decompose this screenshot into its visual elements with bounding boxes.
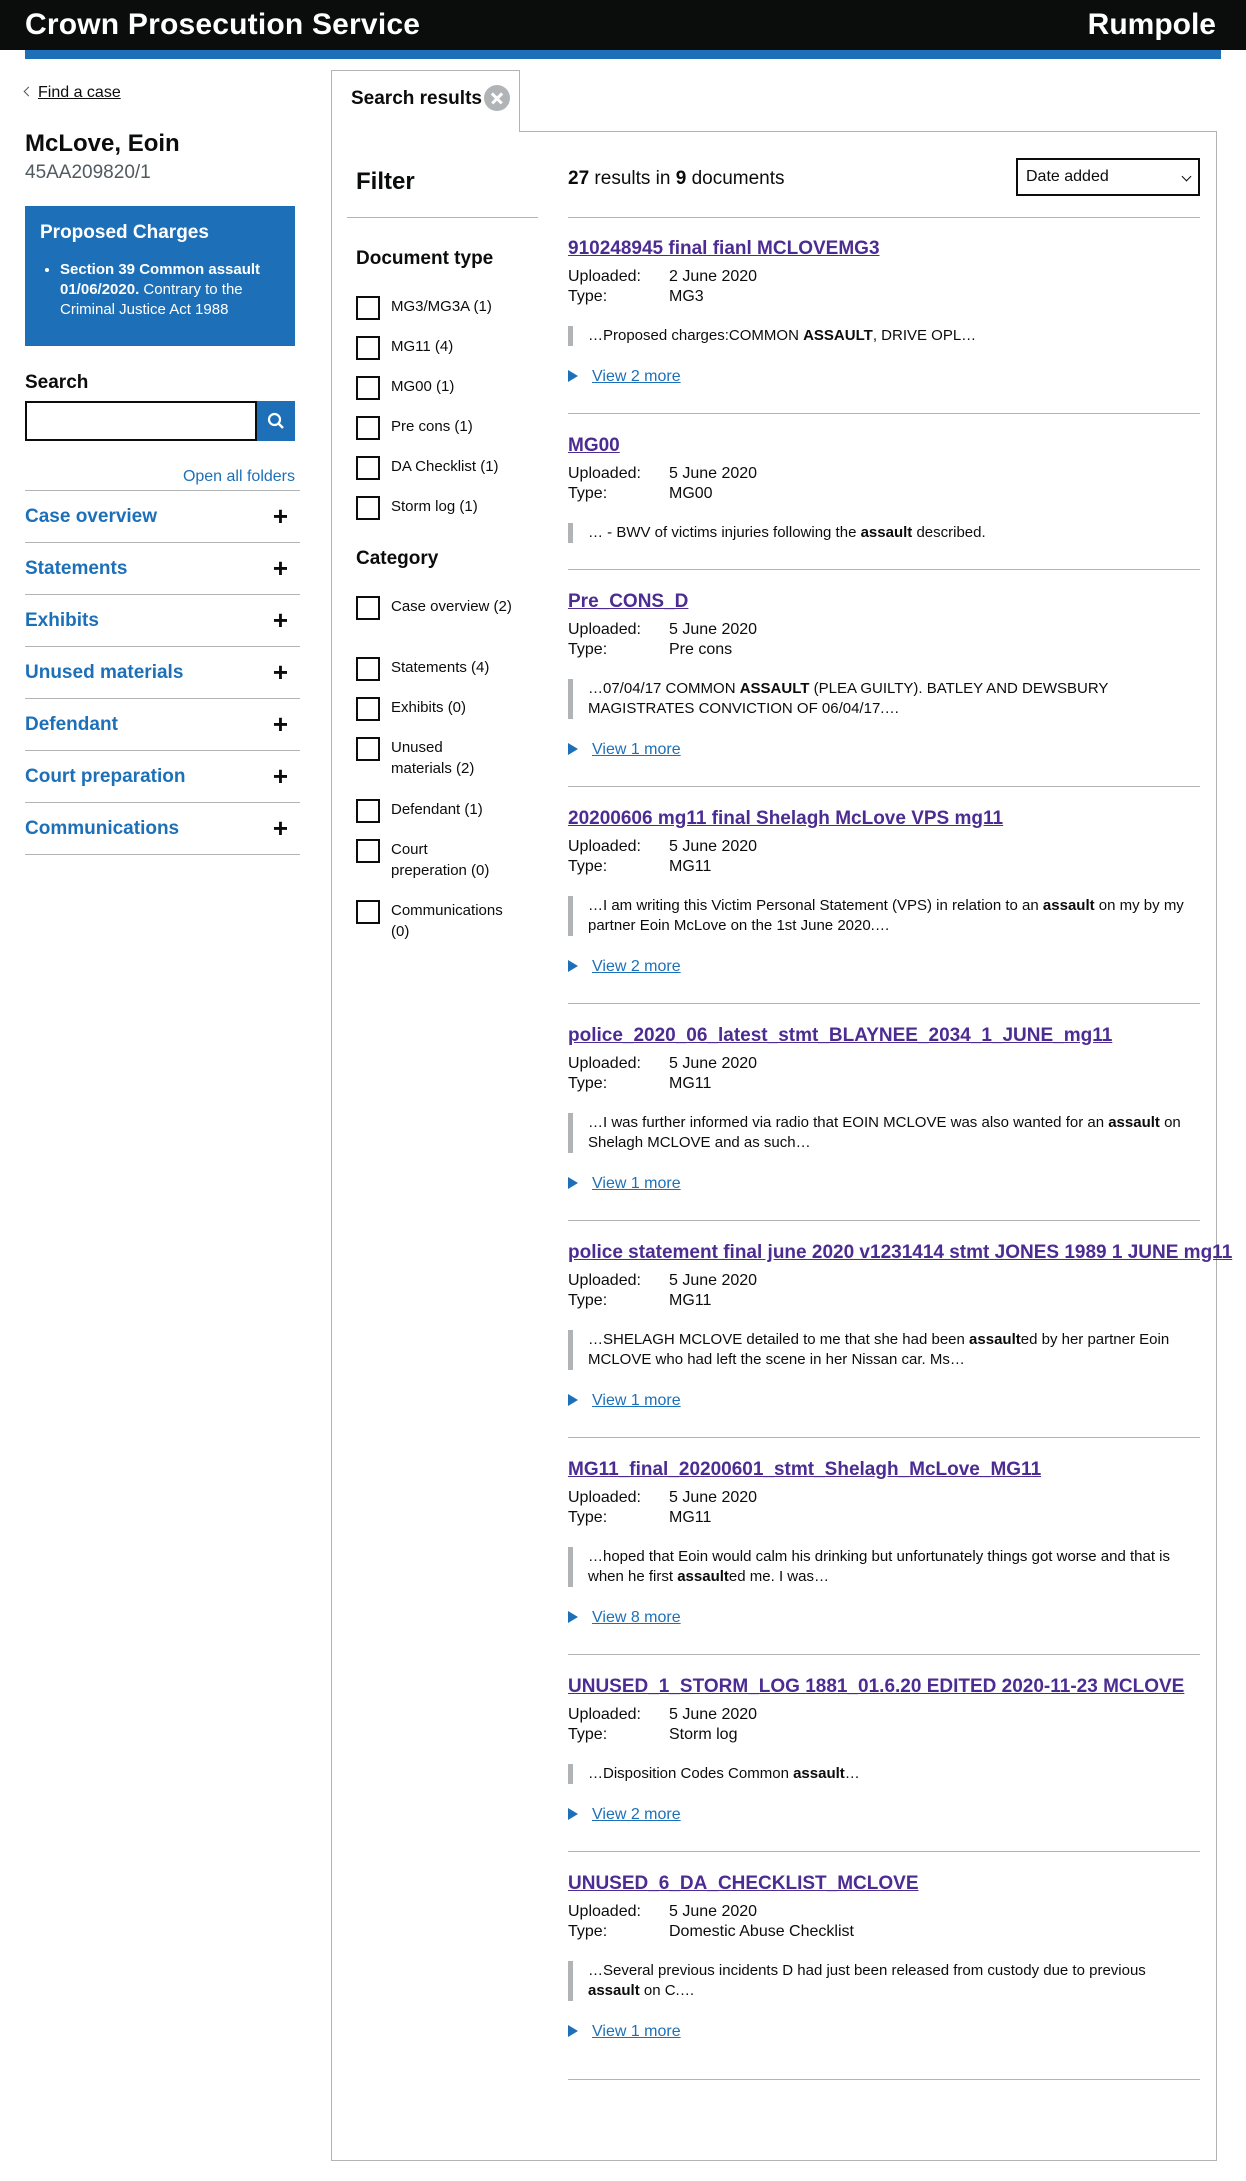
snippet-before: …Several previous incidents D had just been released from custody due to previous bbox=[588, 1962, 1146, 1979]
uploaded-label: Uploaded: bbox=[568, 621, 641, 638]
result-title-link[interactable]: police_2020_06_latest_stmt_BLAYNEE_2034_1_JUNE_mg11 bbox=[568, 1025, 1113, 1046]
document-type: MG11 bbox=[669, 858, 712, 875]
result-title-link[interactable]: UNUSED_6_DA_CHECKLIST_MCLOVE bbox=[568, 1873, 919, 1894]
snippet-hit: assault bbox=[793, 1765, 845, 1782]
chevron-down-icon bbox=[1182, 172, 1192, 182]
result-snippet bbox=[568, 326, 1200, 346]
snippet-before: …I was further informed via radio that EOIN MCLOVE was also wanted for an bbox=[588, 1114, 1109, 1131]
type-label: Type: bbox=[568, 485, 608, 502]
document-type-heading: Document type bbox=[356, 248, 494, 269]
results-divider bbox=[568, 1003, 1200, 1004]
results-divider bbox=[568, 786, 1200, 787]
folder-defendant[interactable] bbox=[25, 699, 300, 751]
search-icon bbox=[267, 412, 285, 430]
type-label: Type: bbox=[568, 858, 608, 875]
uploaded-date: 5 June 2020 bbox=[669, 838, 758, 855]
tab-label[interactable]: Search results bbox=[351, 88, 482, 109]
result-snippet bbox=[568, 1113, 1200, 1153]
chevron-left-icon bbox=[24, 87, 34, 97]
snippet-before: …Disposition Codes Common bbox=[588, 1765, 794, 1782]
doc-type-checkbox[interactable] bbox=[356, 496, 380, 520]
result-title-link[interactable]: 910248945 final fianl MCLOVEMG3 bbox=[568, 238, 880, 259]
view-more-link[interactable]: View 1 more bbox=[592, 1175, 681, 1192]
filter-divider bbox=[347, 217, 538, 218]
charge-item bbox=[60, 260, 280, 320]
expand-triangle-icon[interactable] bbox=[568, 960, 578, 972]
result-title-link[interactable]: police statement final june 2020 v1231414 stmt JONES 1989 1 JUNE mg11 bbox=[568, 1242, 1233, 1263]
charges-list bbox=[40, 260, 280, 320]
result-title-link[interactable]: MG11_final_20200601_stmt_Shelagh_McLove_MG11 bbox=[568, 1459, 1042, 1480]
category-checkbox[interactable] bbox=[356, 697, 380, 721]
uploaded-label: Uploaded: bbox=[568, 1489, 641, 1506]
results-divider bbox=[568, 1220, 1200, 1221]
uploaded-label: Uploaded: bbox=[568, 465, 641, 482]
result-title-link[interactable]: Pre_CONS_D bbox=[568, 591, 689, 612]
plus-icon[interactable]: + bbox=[272, 553, 288, 583]
category-checkbox[interactable] bbox=[356, 657, 380, 681]
expand-triangle-icon[interactable] bbox=[568, 743, 578, 755]
document-type: Pre cons bbox=[669, 641, 733, 658]
uploaded-date: 5 June 2020 bbox=[669, 1272, 758, 1289]
view-more-link[interactable]: View 2 more bbox=[592, 1806, 681, 1823]
doc-type-checkbox[interactable] bbox=[356, 416, 380, 440]
type-label: Type: bbox=[568, 641, 608, 658]
results-divider bbox=[568, 1437, 1200, 1438]
results-divider bbox=[568, 1851, 1200, 1852]
folder-exhibits[interactable] bbox=[25, 595, 300, 647]
plus-icon[interactable]: + bbox=[272, 657, 288, 687]
view-more-link[interactable]: View 1 more bbox=[592, 2023, 681, 2040]
results-divider bbox=[568, 569, 1200, 570]
documents-text: documents bbox=[686, 168, 785, 189]
view-more-link[interactable]: View 1 more bbox=[592, 741, 681, 758]
uploaded-label: Uploaded: bbox=[568, 838, 641, 855]
snippet-hit: assault bbox=[588, 1982, 640, 1999]
view-more-toggle[interactable] bbox=[568, 2023, 681, 2041]
snippet-hit: assault bbox=[677, 1568, 729, 1585]
plus-icon[interactable]: + bbox=[272, 501, 288, 531]
expand-triangle-icon[interactable] bbox=[568, 1611, 578, 1623]
results-count: 27 bbox=[568, 168, 590, 189]
uploaded-date: 2 June 2020 bbox=[669, 268, 758, 285]
document-type: MG11 bbox=[669, 1075, 712, 1092]
document-type: MG3 bbox=[669, 288, 704, 305]
snippet-hit: assault bbox=[969, 1331, 1021, 1348]
back-link[interactable] bbox=[25, 84, 121, 102]
doc-type-label[interactable]: DA Checklist (1) bbox=[391, 458, 499, 475]
expand-triangle-icon[interactable] bbox=[568, 1177, 578, 1189]
filter-title: Filter bbox=[356, 168, 415, 195]
expand-triangle-icon[interactable] bbox=[568, 1808, 578, 1820]
category-checkbox[interactable] bbox=[356, 596, 380, 620]
snippet-hit: assault bbox=[1042, 897, 1095, 914]
category-label[interactable]: Communications (0) bbox=[391, 902, 503, 940]
result-snippet bbox=[568, 1330, 1200, 1370]
folder-label[interactable]: Exhibits bbox=[25, 610, 99, 631]
folder-label[interactable]: Communications bbox=[25, 818, 180, 839]
view-more-link[interactable]: View 8 more bbox=[592, 1609, 681, 1626]
category-checkbox[interactable] bbox=[356, 737, 380, 761]
uploaded-label: Uploaded: bbox=[568, 1272, 641, 1289]
doc-type-label[interactable]: Storm log (1) bbox=[391, 498, 478, 515]
expand-triangle-icon[interactable] bbox=[568, 1394, 578, 1406]
type-label: Type: bbox=[568, 1292, 608, 1309]
result-title-link[interactable]: MG00 bbox=[568, 435, 620, 456]
uploaded-date: 5 June 2020 bbox=[669, 1055, 758, 1072]
charge-heading: Section 39 Common assault 01/06/2020. bbox=[60, 261, 261, 298]
result-snippet bbox=[568, 1547, 1200, 1587]
snippet-after: ed me. I was… bbox=[728, 1568, 829, 1585]
view-more-toggle[interactable] bbox=[568, 741, 681, 759]
folder-label[interactable]: Defendant bbox=[25, 714, 118, 735]
category-checkbox[interactable] bbox=[356, 799, 380, 823]
category-label[interactable]: Statements (4) bbox=[391, 659, 490, 676]
plus-icon[interactable]: + bbox=[272, 813, 288, 843]
plus-icon[interactable]: + bbox=[272, 709, 288, 739]
snippet-after: ed by her partner Eoin MCLOVE who had left the scene in her Nissan car. Ms… bbox=[588, 1331, 1170, 1368]
doc-type-checkbox[interactable] bbox=[356, 456, 380, 480]
header-accent-bar bbox=[25, 50, 1221, 59]
uploaded-date: 5 June 2020 bbox=[669, 1706, 758, 1723]
folder-label[interactable]: Court preparation bbox=[25, 766, 186, 787]
doc-type-checkbox[interactable] bbox=[356, 336, 380, 360]
view-more-link[interactable]: View 2 more bbox=[592, 368, 681, 385]
folder-accordion bbox=[25, 490, 300, 855]
find-a-case-link[interactable]: Find a case bbox=[38, 84, 121, 101]
uploaded-date: 5 June 2020 bbox=[669, 1489, 758, 1506]
snippet-hit: ASSAULT bbox=[803, 327, 873, 344]
site-header bbox=[0, 0, 1246, 50]
category-checkbox[interactable] bbox=[356, 839, 380, 863]
view-more-toggle[interactable] bbox=[568, 1609, 681, 1627]
defendant-name: McLove, Eoin bbox=[25, 130, 180, 157]
sort-selected-value[interactable]: Date added bbox=[1026, 168, 1109, 185]
snippet-before: …SHELAGH MCLOVE detailed to me that she had been bbox=[588, 1331, 970, 1348]
category-label[interactable]: Exhibits (0) bbox=[391, 699, 467, 716]
snippet-after: , DRIVE OPL… bbox=[872, 327, 977, 344]
view-more-toggle[interactable] bbox=[568, 958, 681, 976]
snippet-after: on C.… bbox=[639, 1982, 695, 1999]
documents-count: 9 bbox=[675, 168, 687, 189]
uploaded-label: Uploaded: bbox=[568, 1055, 641, 1072]
snippet-before: …hoped that Eoin would calm his drinking but unfortunately things got worse and that is when he first bbox=[588, 1548, 1171, 1585]
proposed-charges-panel bbox=[25, 206, 295, 346]
close-icon[interactable] bbox=[484, 85, 510, 111]
results-text: results in bbox=[589, 168, 676, 189]
view-more-toggle[interactable] bbox=[568, 1806, 681, 1824]
category-label[interactable]: Case overview (2) bbox=[391, 598, 512, 615]
uploaded-date: 5 June 2020 bbox=[669, 621, 758, 638]
folder-case-overview[interactable] bbox=[25, 491, 300, 543]
snippet-before: …07/04/17 COMMON bbox=[588, 680, 740, 697]
doc-type-label[interactable]: Pre cons (1) bbox=[391, 418, 473, 435]
open-all-folders-link[interactable]: Open all folders bbox=[182, 468, 295, 485]
view-more-link[interactable]: View 1 more bbox=[592, 1392, 681, 1409]
doc-type-checkbox[interactable] bbox=[356, 296, 380, 320]
type-label: Type: bbox=[568, 1726, 608, 1743]
category-label[interactable]: Unused materials (2) bbox=[391, 739, 475, 777]
result-snippet bbox=[568, 523, 1200, 543]
type-label: Type: bbox=[568, 1075, 608, 1092]
document-type: MG11 bbox=[669, 1509, 712, 1526]
doc-type-checkbox[interactable] bbox=[356, 376, 380, 400]
type-label: Type: bbox=[568, 1923, 608, 1940]
proposed-charges-title: Proposed Charges bbox=[40, 222, 209, 243]
document-type: MG11 bbox=[669, 1292, 712, 1309]
view-more-toggle[interactable] bbox=[568, 368, 681, 386]
snippet-after: described. bbox=[912, 524, 986, 541]
app-name[interactable]: Rumpole bbox=[1087, 8, 1216, 41]
expand-triangle-icon[interactable] bbox=[568, 370, 578, 382]
results-summary bbox=[568, 168, 785, 190]
doc-type-label[interactable]: MG00 (1) bbox=[391, 378, 455, 395]
category-label[interactable]: Defendant (1) bbox=[391, 801, 483, 818]
result-title-link[interactable]: UNUSED_1_STORM_LOG 1881_01.6.20 EDITED 2020-11-23 MCLOVE bbox=[568, 1676, 1185, 1697]
snippet-hit: assault bbox=[860, 524, 913, 541]
tab-search-results[interactable] bbox=[331, 70, 520, 132]
category-heading: Category bbox=[356, 548, 439, 569]
doc-type-label[interactable]: MG3/MG3A (1) bbox=[391, 298, 492, 315]
snippet-after: on Shelagh MCLOVE and as such… bbox=[588, 1114, 1181, 1151]
site-brand[interactable]: Crown Prosecution Service bbox=[25, 8, 421, 41]
snippet-after: … bbox=[844, 1765, 860, 1782]
search-label: Search bbox=[25, 372, 89, 393]
snippet-before: … - BWV of victims injuries following the bbox=[588, 524, 861, 541]
snippet-after: (PLEA GUILTY). BATLEY AND DEWSBURY MAGISTRATES CONVICTION OF 06/04/17.… bbox=[588, 680, 1109, 717]
document-type: Storm log bbox=[669, 1726, 738, 1743]
view-more-link[interactable]: View 2 more bbox=[592, 958, 681, 975]
search-button[interactable] bbox=[257, 401, 295, 441]
results-divider bbox=[568, 217, 1200, 218]
results-divider bbox=[568, 1654, 1200, 1655]
expand-triangle-icon[interactable] bbox=[568, 2025, 578, 2037]
snippet-before: …Proposed charges:COMMON bbox=[588, 327, 804, 344]
sort-select[interactable] bbox=[1016, 158, 1200, 196]
results-divider bbox=[568, 2079, 1200, 2080]
doc-type-label[interactable]: MG11 (4) bbox=[391, 338, 454, 355]
folder-label[interactable]: Unused materials bbox=[25, 662, 184, 683]
uploaded-label: Uploaded: bbox=[568, 1706, 641, 1723]
folder-label[interactable]: Case overview bbox=[25, 506, 158, 527]
category-checkbox[interactable] bbox=[356, 900, 380, 924]
uploaded-date: 5 June 2020 bbox=[669, 465, 758, 482]
uploaded-date: 5 June 2020 bbox=[669, 1903, 758, 1920]
snippet-hit: assault bbox=[1108, 1114, 1160, 1131]
folder-communications[interactable] bbox=[25, 803, 300, 855]
uploaded-label: Uploaded: bbox=[568, 1903, 641, 1920]
category-label[interactable]: Court preperation (0) bbox=[391, 841, 490, 879]
folder-unused-materials[interactable] bbox=[25, 647, 300, 699]
case-urn: 45AA209820/1 bbox=[25, 162, 151, 183]
uploaded-label: Uploaded: bbox=[568, 268, 641, 285]
result-snippet bbox=[568, 1764, 1200, 1784]
plus-icon[interactable]: + bbox=[272, 761, 288, 791]
folder-court-preparation[interactable] bbox=[25, 751, 300, 803]
folder-statements[interactable] bbox=[25, 543, 300, 595]
type-label: Type: bbox=[568, 288, 608, 305]
view-more-toggle[interactable] bbox=[568, 1392, 681, 1410]
snippet-after: on my by my partner Eoin McLove on the 1st June 2020.… bbox=[588, 897, 1184, 934]
document-type: Domestic Abuse Checklist bbox=[669, 1923, 854, 1940]
folder-label[interactable]: Statements bbox=[25, 558, 128, 579]
charge-detail: Contrary to the Criminal Justice Act 1988 bbox=[60, 281, 243, 318]
search-input[interactable] bbox=[25, 401, 257, 441]
snippet-hit: ASSAULT bbox=[739, 680, 810, 697]
type-label: Type: bbox=[568, 1509, 608, 1526]
result-title-link[interactable]: 20200606 mg11 final Shelagh McLove VPS mg11 bbox=[568, 808, 1004, 829]
snippet-before: …I am writing this Victim Personal Statement (VPS) in relation to an bbox=[588, 897, 1043, 914]
result-snippet bbox=[568, 896, 1200, 936]
plus-icon[interactable]: + bbox=[272, 605, 288, 635]
results-divider bbox=[568, 413, 1200, 414]
view-more-toggle[interactable] bbox=[568, 1175, 681, 1193]
document-type: MG00 bbox=[669, 485, 713, 502]
result-snippet bbox=[568, 679, 1200, 719]
result-snippet bbox=[568, 1961, 1200, 2001]
